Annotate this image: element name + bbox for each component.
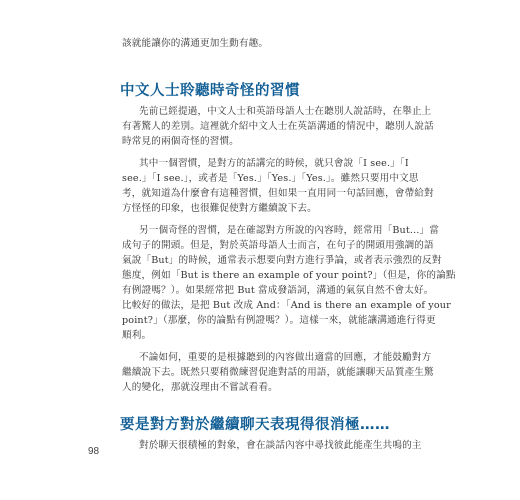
paragraph-line: 時常見的兩個奇怪的習慣。: [122, 136, 239, 147]
paragraph-line: 比較好的做法，是把 But 改成 And：「And is there an example of your: [122, 300, 451, 311]
paragraph-line: 有著驚人的差別。這裡就介紹中文人士在英語溝通的情況中，聽別人說話: [122, 121, 434, 132]
intro-line: 該就能讓你的溝通更加生動有趣。: [122, 38, 269, 49]
section-heading-passive-partner: 要是對方對於繼續聊天表現得很消極……: [120, 417, 390, 433]
paragraph-line: 氣說「But」的時候，通常表示想要向對方進行爭論，或者表示強烈的反對: [122, 255, 442, 266]
paragraph-line: 有例證嗎？）。如果經常把 But 當成發語詞，溝通的氣氛自然不會太好。: [122, 285, 434, 296]
paragraph-line: 先前已經提過，中文人士和英語母語人士在聽別人說話時，在舉止上: [139, 106, 432, 117]
paragraph-line: 成句子的開頭。但是，對於英語母語人士而言，在句子的開頭用強調的語: [122, 240, 434, 251]
paragraph-line: 態度，例如「But is there an example of your point?」（但是，你的論點: [122, 270, 456, 281]
section-heading-listening-habits: 中文人士聆聽時奇怪的習慣: [120, 83, 300, 99]
paragraph-line: 順利。: [122, 330, 152, 341]
paragraph-line: 方怪怪的印象，也很難促使對方繼續說下去。: [122, 203, 317, 214]
page-number: 98: [88, 446, 100, 457]
paragraph-line: 不論如何，重要的是根據聽到的內容做出適當的回應，才能鼓勵對方: [139, 352, 432, 363]
paragraph-line: 考，就知道為什麼會有這種習慣，但如果一直用同一句話回應，會帶給對: [122, 188, 434, 199]
paragraph-line: 對於聊天很積極的對象，會在談話內容中尋找彼此能產生共鳴的主: [139, 440, 422, 451]
paragraph-line: 繼續說下去。既然只要稍微練習促進對話的用語，就能讓聊天品質產生驚: [122, 367, 434, 378]
paragraph-line: 其中一個習慣，是對方的話講完的時候，就只會說「I see.」「I: [139, 158, 409, 169]
paragraph-line: 另一個奇怪的習慣，是在確認對方所說的內容時，經常用「But...」當: [139, 225, 439, 236]
paragraph-line: 人的變化，那就沒理由不嘗試看看。: [122, 382, 278, 393]
paragraph-line: point?」（那麼，你的論點有例證嗎？）。這樣一來，就能讓溝通進行得更: [122, 315, 436, 326]
paragraph-line: see.」「I see.」，或者是「Yes.」「Yes.」「Yes.」。雖然只要用中文思: [122, 173, 419, 184]
